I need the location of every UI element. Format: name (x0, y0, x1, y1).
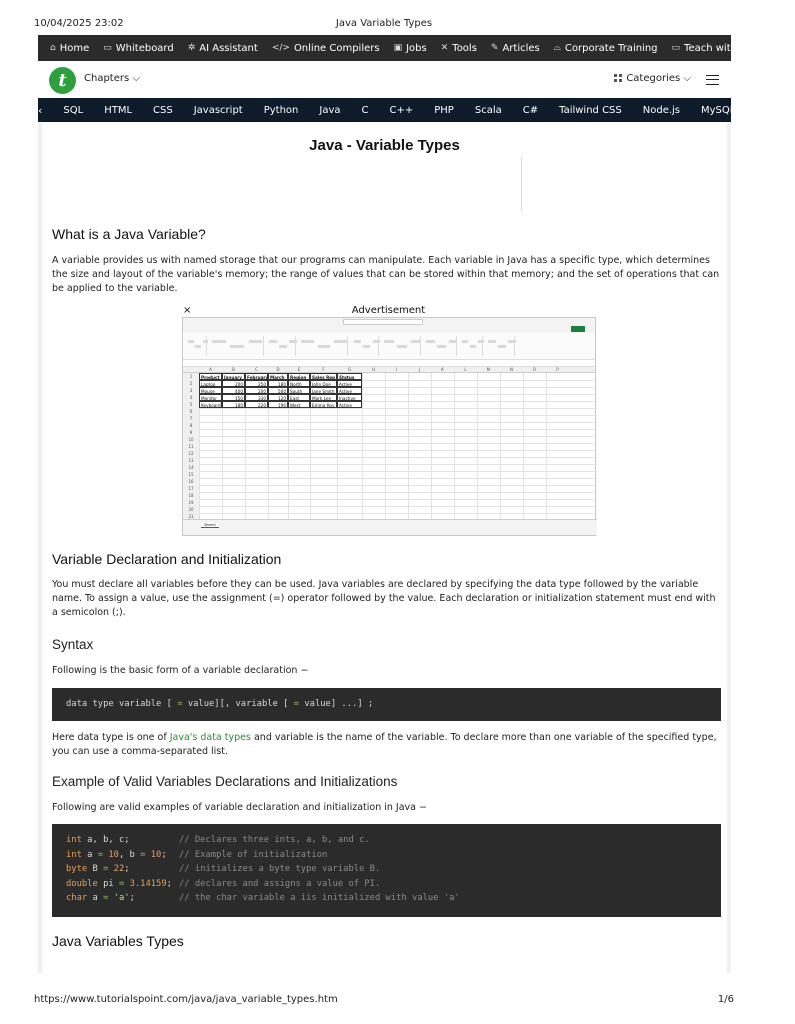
excel-cell: Monitor (199, 394, 222, 401)
excel-cell: Keyboard (201, 403, 221, 408)
training-icon: ⌓ (553, 43, 561, 53)
excel-row-header: 3 (183, 387, 199, 394)
nav-item-ai-assistant[interactable] (188, 43, 258, 54)
excel-column-header: I (395, 367, 398, 372)
code-comment: // the char variable a iis initialized with value 'a' (179, 893, 460, 903)
excel-cell: 220 (245, 401, 268, 408)
nav-item-label: Whiteboard (115, 42, 174, 54)
section-heading-declaration: Variable Declaration and Initialization (52, 551, 282, 567)
excel-cell: Status (337, 373, 362, 380)
nav-item-label: Teach with us (684, 42, 752, 54)
code-comment: // Declares three ints, a, b, and c. (179, 835, 370, 845)
excel-column-header: E (297, 367, 301, 372)
code-line: int a, b, c; // Declares three ints, a, b, and c. (66, 835, 370, 845)
page-title: Java - Variable Types (309, 137, 460, 154)
excel-row-header: 6 (183, 408, 199, 415)
excel-cell: 200 (222, 380, 245, 387)
excel-ribbon (183, 333, 595, 360)
code-comment: // initializes a byte type variable B. (179, 864, 381, 874)
nav-item-jobs[interactable] (394, 43, 427, 54)
section-paragraph: You must declare all variables before they can be used. Java variables are declared by specifying the data type followed by the variable name. To assign a value, use the assignment (=) operator followed by the value. Each declaration or initialization statement must end with a semicolon (;). (52, 579, 716, 618)
excel-search-box (343, 319, 423, 325)
code-comment: // declares and assigns a value of PI. (179, 878, 381, 889)
excel-cell: Mark Lee (310, 394, 337, 401)
excel-ribbon-group (266, 336, 296, 356)
nav-item-whiteboard[interactable] (103, 43, 173, 54)
nav-item-label: Online Compilers (293, 42, 380, 54)
excel-cell: 120 (268, 394, 288, 401)
nav-item-label: Corporate Training (564, 42, 658, 54)
excel-cell: January (222, 373, 245, 380)
excel-row-header: 21 (183, 513, 199, 520)
chapters-label: Chapters (84, 73, 130, 84)
excel-ribbon-group (423, 336, 457, 356)
excel-cell: 150 (222, 394, 245, 401)
chevron-left-icon[interactable]: ‹ (38, 103, 43, 117)
lang-link-sql[interactable]: SQL (63, 104, 84, 116)
hamburger-menu-icon[interactable] (706, 75, 719, 85)
excel-ribbon-group (485, 336, 515, 356)
top-navigation (38, 35, 752, 61)
lang-link-php[interactable]: PHP (434, 104, 454, 116)
teach-icon: ▭ (671, 43, 681, 53)
excel-row-header: 4 (183, 394, 199, 401)
section-paragraph: Following is the basic form of a variable declaration − (52, 665, 309, 676)
code-text: pi = 3.14159; (97, 878, 172, 889)
excel-cell: Mouse (199, 387, 222, 394)
java-data-types-link[interactable]: Java's data types (169, 732, 251, 743)
excel-ribbon-group (185, 336, 207, 356)
nav-item-corporate-training[interactable] (554, 43, 658, 54)
article-icon: ✎ (490, 43, 499, 53)
excel-ribbon-tabs (183, 326, 595, 333)
code-line: int a = 10, b = 10; // Example of initialization (66, 849, 328, 860)
excel-row-header: 9 (183, 429, 199, 436)
chapters-dropdown[interactable] (84, 73, 140, 84)
excel-row-header: 14 (183, 464, 199, 471)
nav-item-label: Articles (502, 42, 540, 54)
lang-link-html[interactable]: HTML (104, 104, 133, 116)
excel-ribbon-group (298, 336, 348, 356)
close-ad-icon[interactable]: × (183, 305, 192, 316)
excel-column-header: J (418, 367, 421, 372)
chevron-down-icon: ⌵ (132, 73, 140, 84)
categories-dropdown[interactable] (614, 73, 691, 84)
excel-cell: February (247, 375, 269, 380)
excel-ribbon-group (351, 336, 379, 356)
excel-column-header: B (232, 367, 235, 372)
excel-cell: Inactive (337, 394, 362, 401)
print-date: 10/04/2025 23:02 (34, 18, 124, 29)
grid-icon (614, 74, 622, 82)
excel-cell: 200 (245, 387, 268, 394)
excel-column-header: K (441, 367, 444, 372)
lang-link-java[interactable]: Java (319, 104, 341, 116)
excel-row-header: 2 (183, 380, 199, 387)
excel-column-header: L (464, 367, 467, 372)
lang-link-javascript[interactable]: Javascript (193, 104, 243, 116)
excel-row-header: 10 (183, 436, 199, 443)
excel-sheet-tab: Sheet1 (201, 522, 219, 528)
excel-cell: Jane Smith (310, 387, 337, 394)
excel-row-header: 7 (183, 415, 199, 422)
print-title: Java Variable Types (335, 18, 433, 29)
excel-status-bar (183, 519, 597, 535)
excel-row-header: 13 (183, 457, 199, 464)
divider (521, 156, 522, 212)
excel-column-header: G (347, 367, 352, 372)
lang-link-mysql[interactable]: MySQL (701, 104, 736, 116)
categories-label: Categories (626, 73, 681, 84)
excel-row-header: 17 (183, 485, 199, 492)
excel-cell: North (288, 380, 310, 387)
excel-row-header: 12 (183, 450, 199, 457)
nav-item-label: Tools (452, 42, 477, 54)
excel-column-header: M (486, 367, 491, 372)
lang-link-tailwind-css[interactable]: Tailwind CSS (559, 104, 622, 116)
lang-link-c-[interactable]: C++ (389, 104, 414, 116)
excel-column-header: P (556, 367, 559, 372)
code-icon: </> (271, 43, 290, 53)
excel-cell: 500 (268, 387, 288, 394)
excel-share-button (571, 326, 585, 332)
section-paragraph: Here data type is one of Java's data types and variable is the name of the variable. To declare more than one variable of the specified type, you can use a comma-separated list. (52, 732, 717, 757)
print-footer (0, 994, 768, 1014)
excel-cell: South (288, 387, 310, 394)
advertisement-excel-screenshot[interactable] (182, 317, 596, 536)
section-heading-syntax: Syntax (52, 637, 94, 652)
chevron-down-icon: ⌵ (683, 73, 691, 84)
nav-item-teach-with-us[interactable] (672, 43, 752, 54)
excel-title-bar (183, 318, 595, 326)
excel-cell: Sales Rep (312, 375, 336, 380)
code-line: char a = 'a'; // the char variable a iis initialized with value 'a' (66, 893, 460, 903)
excel-ribbon-group (459, 336, 483, 356)
section-heading-variable-types: Java Variables Types (52, 933, 184, 949)
excel-cell: 330 (245, 394, 268, 401)
nav-item-online-compilers[interactable] (272, 43, 380, 54)
page-url: https://www.tutorialspoint.com/java/java_variable_types.htm (34, 994, 338, 1005)
nav-item-label: AI Assistant (199, 42, 258, 54)
excel-cell: Laptop (199, 380, 222, 387)
excel-cell: Product (199, 373, 222, 380)
excel-grid (183, 373, 597, 521)
excel-cell: 400 (222, 387, 245, 394)
excel-cell: Active (337, 387, 362, 394)
excel-column-header: N (510, 367, 513, 372)
excel-cell: Region (288, 373, 310, 380)
tutorialspoint-logo[interactable]: t (49, 67, 76, 94)
lang-link-css[interactable]: CSS (153, 104, 173, 116)
excel-cell: 180 (268, 380, 288, 387)
excel-cell: John Doe (310, 380, 337, 387)
excel-column-header: H (371, 367, 375, 372)
excel-row-header: 16 (183, 478, 199, 485)
lang-link-node-js[interactable]: Node.js (642, 104, 681, 116)
code-line: double pi = 3.14159; // declares and assigns a value of PI. (66, 878, 381, 889)
code-text: a, b, c; (81, 835, 130, 845)
article-content (38, 123, 731, 973)
excel-row-header: 20 (183, 506, 199, 513)
excel-column-header: F (322, 367, 325, 372)
code-block-example (52, 824, 721, 917)
nav-item-home[interactable] (50, 43, 89, 54)
code-line: byte B = 22; // initializes a byte type variable B. (66, 864, 381, 874)
excel-ribbon-group (209, 336, 264, 356)
lang-link-scala[interactable]: Scala (474, 104, 502, 116)
excel-cell: Active (337, 380, 362, 387)
nav-item-label: Jobs (406, 42, 427, 54)
lang-link-python[interactable]: Python (263, 104, 299, 116)
brand-bar (38, 62, 731, 98)
section-paragraph: A variable provides us with named storage that our programs can manipulate. Each variable in Java has a specific type, which determines the size and layout of the variable's memory; the range of values that can be stored within that memory; and the set of operations that can be applied to the variable. (52, 255, 720, 294)
excel-column-header: O (532, 367, 537, 372)
briefcase-icon: ▣ (393, 43, 403, 53)
excel-cell: West (288, 401, 310, 408)
nav-item-label: Home (59, 42, 90, 54)
lang-link-c-[interactable]: C# (522, 104, 539, 116)
excel-column-header: C (255, 367, 258, 372)
excel-cell: Emma Roy (310, 401, 337, 408)
excel-ribbon-group (381, 336, 421, 356)
code-block-syntax (52, 688, 721, 721)
section-paragraph: Following are valid examples of variable declaration and initialization in Java − (52, 802, 427, 813)
excel-row-header: 5 (183, 401, 199, 408)
excel-column-header: A (209, 367, 212, 372)
lang-link-mongo[interactable]: Mongo (756, 104, 790, 116)
section-heading-what-is-variable: What is a Java Variable? (52, 226, 206, 242)
advertisement-label: Advertisement (351, 305, 426, 316)
section-heading-example: Example of Valid Variables Declarations and Initializations (52, 774, 398, 789)
language-bar (38, 98, 795, 122)
excel-formula-bar (183, 360, 595, 367)
excel-row-header: 19 (183, 499, 199, 506)
chevron-right-icon[interactable]: › (790, 104, 795, 116)
excel-cell: East (288, 394, 310, 401)
excel-cell: Active (337, 401, 362, 408)
excel-row-header: 1 (183, 373, 199, 380)
code-text: a = 10, b = 10; (81, 849, 167, 860)
home-icon: ⌂ (50, 43, 56, 53)
tools-icon: ✕ (440, 43, 449, 53)
excel-cell: March (268, 373, 288, 380)
ai-icon: ✲ (187, 43, 196, 53)
page-number: 1/6 (717, 994, 734, 1005)
nav-item-tools[interactable] (441, 43, 477, 54)
excel-column-header: D (276, 367, 280, 372)
whiteboard-icon: ▭ (103, 43, 112, 53)
code-comment: // Example of initialization (179, 849, 328, 860)
print-header (0, 0, 768, 34)
nav-item-articles[interactable] (491, 43, 540, 54)
code-text: B = 22; (87, 864, 130, 874)
excel-cell: 250 (245, 380, 268, 387)
code-text: a = 'a'; (87, 893, 135, 903)
excel-row-header: 11 (183, 443, 199, 450)
code-line: data type variable [ = value][, variable [ = value] ...] ; (66, 699, 374, 709)
excel-row-header: 18 (183, 492, 199, 499)
excel-row-header: 15 (183, 471, 199, 478)
lang-link-c[interactable]: C (361, 104, 369, 116)
excel-row-header: 8 (183, 422, 199, 429)
excel-cell: 190 (268, 401, 288, 408)
excel-cell: 180 (222, 401, 245, 408)
